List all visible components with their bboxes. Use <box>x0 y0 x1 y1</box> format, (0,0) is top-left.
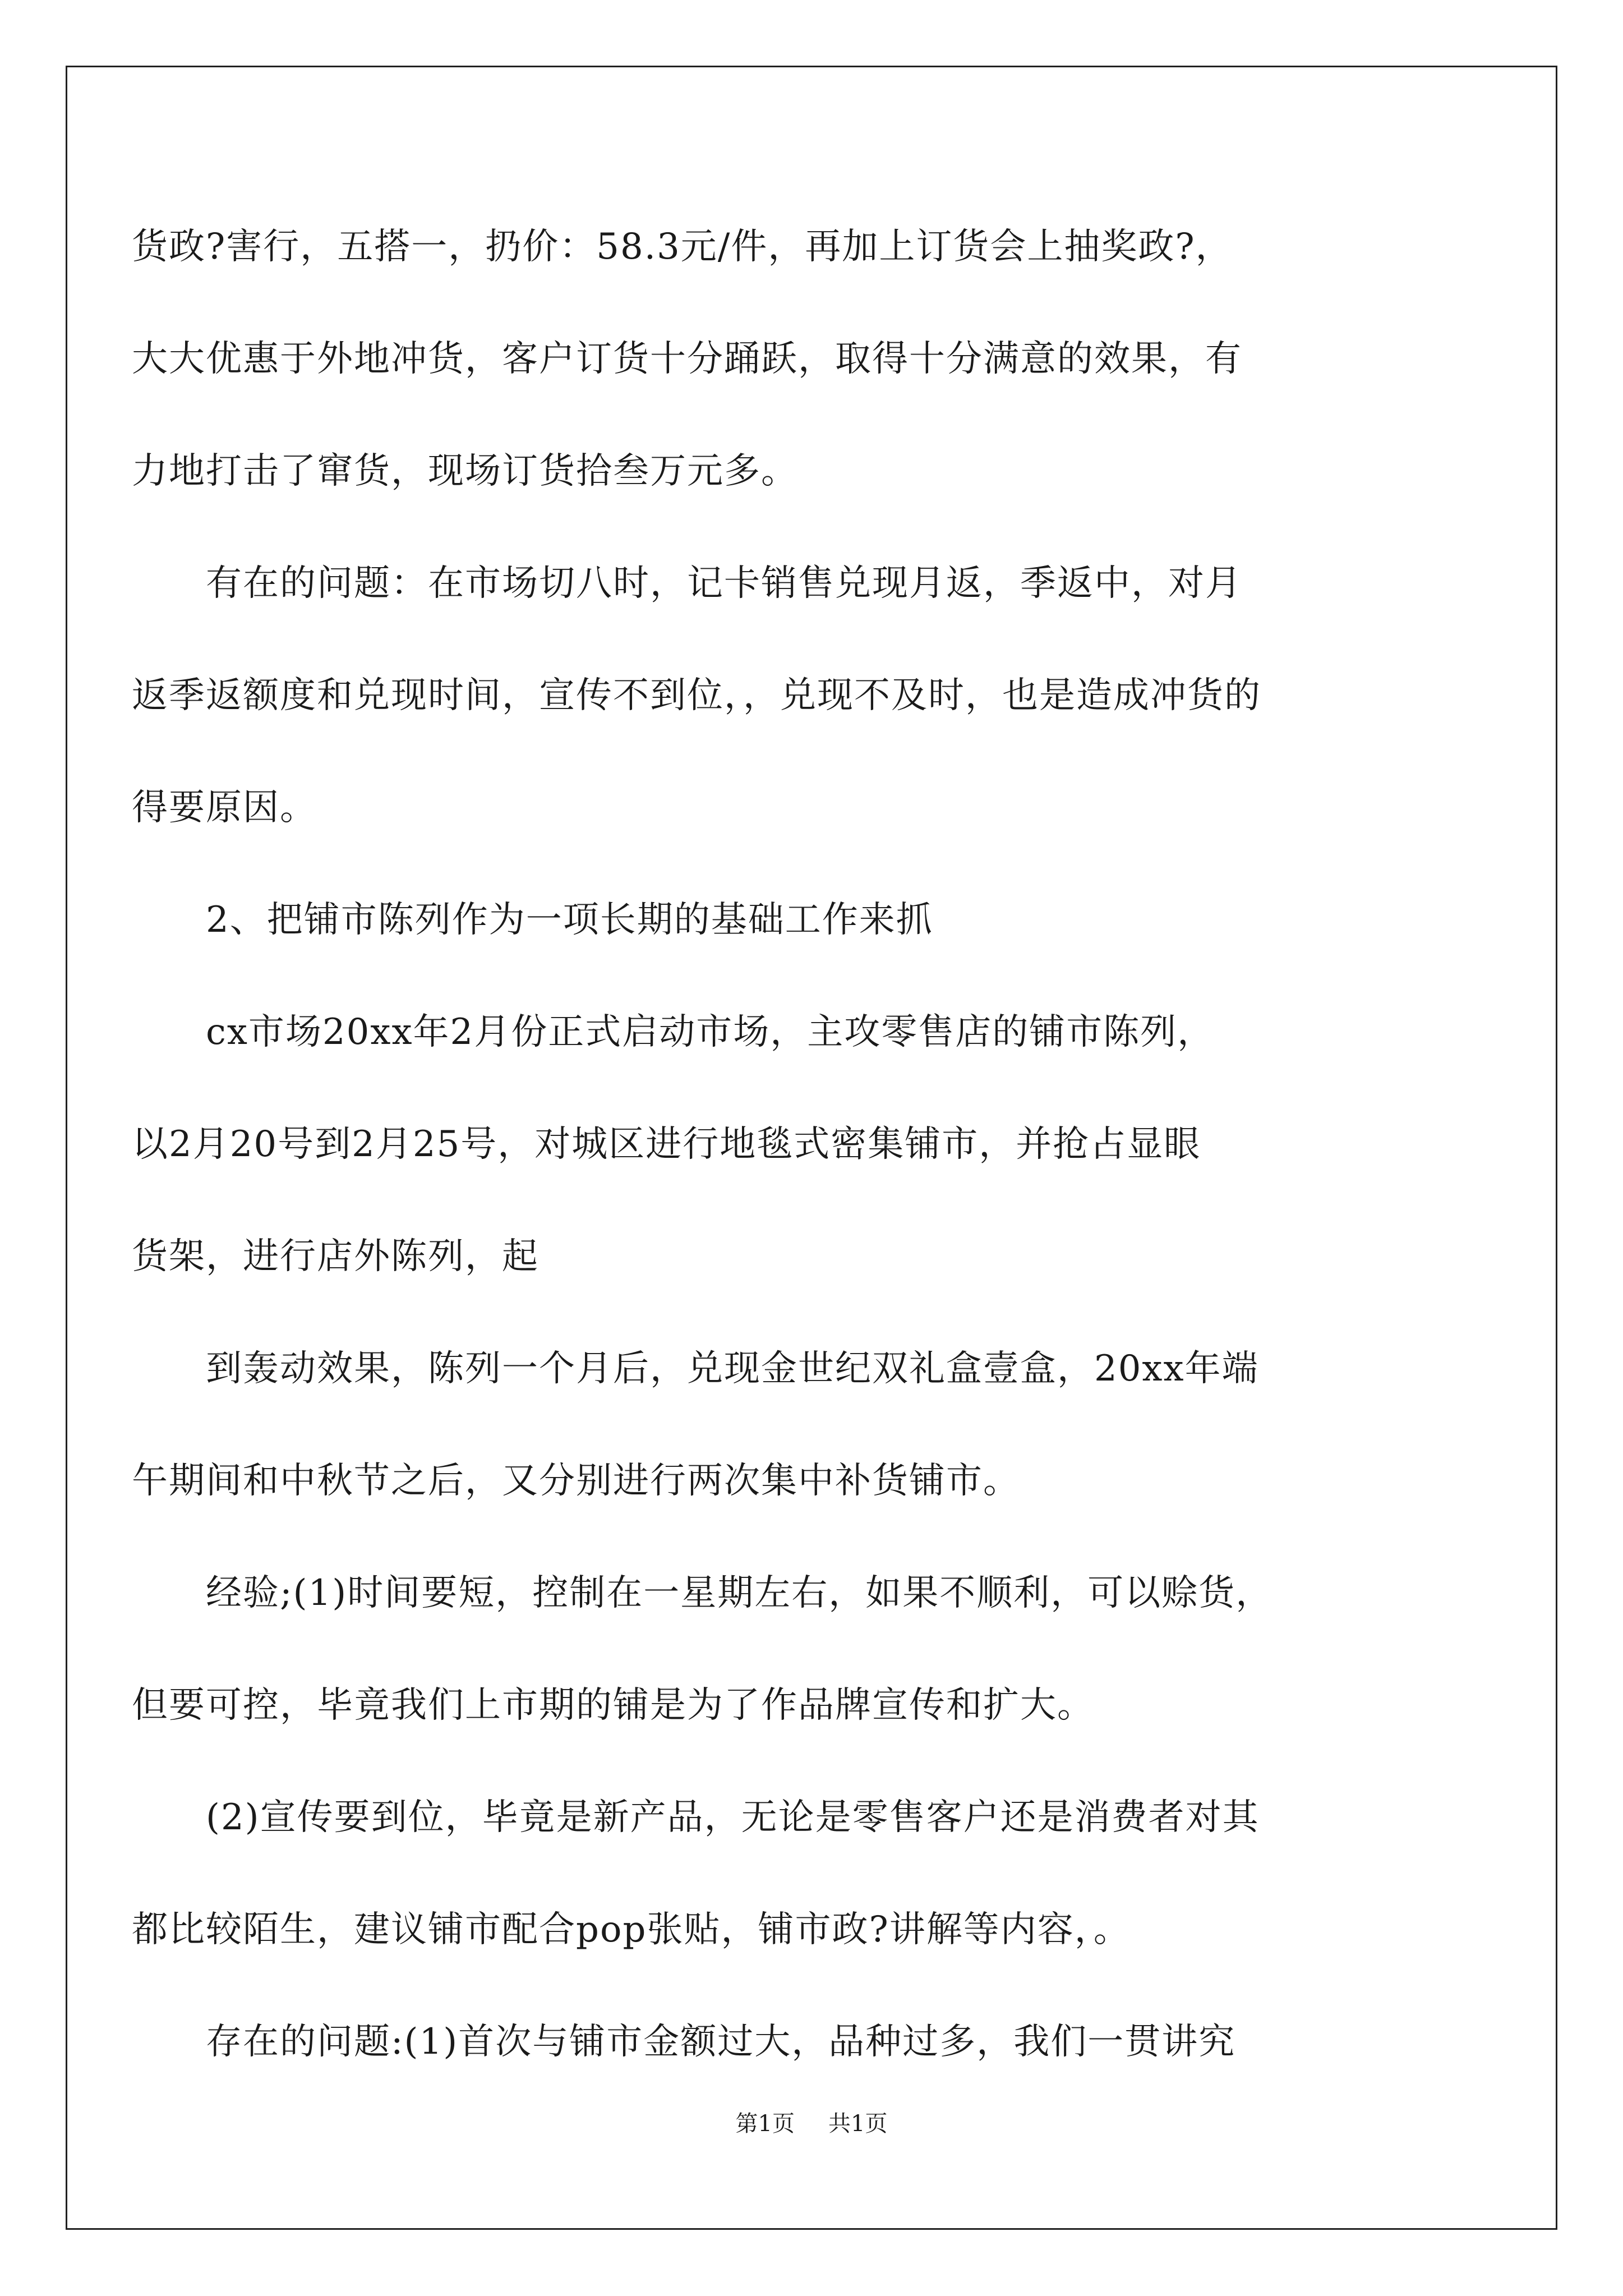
page-total: 共1页 <box>828 2111 888 2137</box>
text-line: 力地打击了窜货，现场订货拾叁万元多。 <box>132 450 798 492</box>
text-line: 到轰动效果，陈列一个月后，兑现金世纪双礼盒壹盒，20xx年端 <box>132 1348 1259 1389</box>
text-line: 大大优惠于外地冲货，客户订货十分踊跃，取得十分满意的效果，有 <box>132 338 1242 380</box>
text-line: 2、把铺市陈列作为一项长期的基础工作来抓 <box>132 899 933 941</box>
text-line: 以2月20号到2月25号，对城区进行地毯式密集铺市，并抢占显眼 <box>132 1124 1201 1165</box>
page-footer <box>0 2107 1623 2141</box>
text-line: (2)宣传要到位，毕竟是新产品，无论是零售客户还是消费者对其 <box>132 1797 1260 1838</box>
text-line: 存在的问题:(1)首次与铺市金额过大，品种过多，我们一贯讲究 <box>132 2021 1236 2063</box>
text-line: 货政?害行，五搭一，扔价：58.3元/件，再加上订货会上抽奖政?， <box>132 226 1233 268</box>
text-line: 经验;(1)时间要短，控制在一星期左右，如果不顺利，可以赊货， <box>132 1572 1273 1614</box>
text-line: cx市场20xx年2月份正式启动市场，主攻零售店的铺市陈列， <box>132 1011 1215 1053</box>
text-line: 得要原因。 <box>132 787 317 829</box>
text-line: 都比较陌生，建议铺市配合pop张贴，铺市政?讲解等内容，。 <box>132 1909 1131 1950</box>
text-line: 返季返额度和兑现时间，宣传不到位，，兑现不及时，也是造成冲货的 <box>132 675 1261 716</box>
text-line: 午期间和中秋节之后，又分别进行两次集中补货铺市。 <box>132 1460 1020 1502</box>
text-line: 货架，进行店外陈列，起 <box>132 1236 539 1277</box>
text-line: 有在的问题：在市场切八时，记卡销售兑现月返，季返中，对月 <box>132 563 1242 604</box>
text-line: 但要可控，毕竟我们上市期的铺是为了作品牌宣传和扩大。 <box>132 1685 1094 1726</box>
page-number: 第1页 <box>735 2111 795 2137</box>
